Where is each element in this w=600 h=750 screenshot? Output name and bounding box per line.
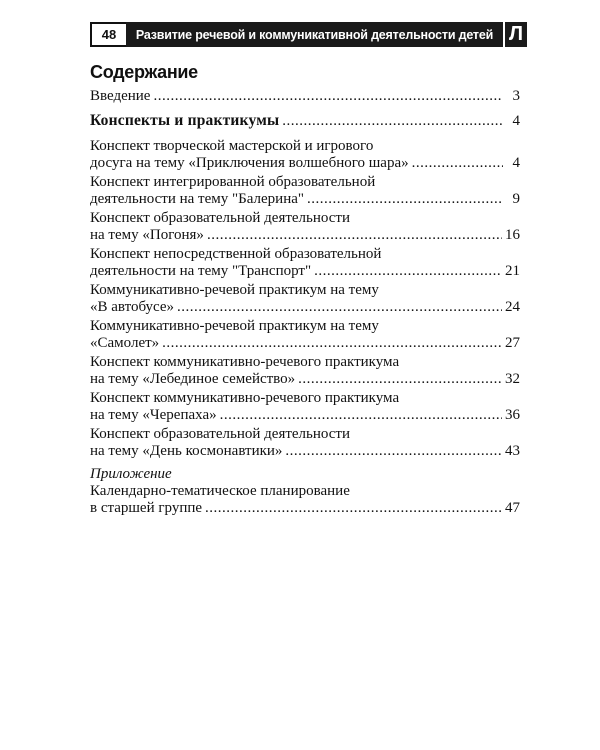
toc-entry-page: 3 — [512, 88, 520, 104]
toc-entry-text: Конспект коммуникативно-речевого практикума — [90, 354, 400, 370]
toc-entry — [90, 246, 520, 280]
toc-entry-text: Конспект непосредственной образовательной — [90, 246, 382, 262]
toc-entry-page: 9 — [512, 191, 520, 207]
toc-entry-text: в старшей группе — [90, 500, 203, 516]
toc-entry-page: 4 — [512, 155, 520, 171]
appendix-label: Приложение — [90, 466, 172, 482]
dot-leader — [314, 263, 502, 280]
dot-leader — [282, 113, 503, 130]
toc-entry-text: Коммуникативно-речевой практикум на тему — [90, 282, 379, 298]
running-header — [90, 22, 527, 47]
toc-entry-page: 16 — [505, 227, 520, 243]
dot-leader — [285, 443, 502, 460]
toc-entry — [90, 483, 520, 517]
toc-entry-text: досуга на тему «Приключения волшебного шара» — [90, 155, 409, 171]
toc-entry-page: 43 — [505, 443, 520, 459]
toc-entry — [90, 390, 520, 424]
dot-leader — [162, 335, 502, 352]
toc-entry — [90, 88, 520, 105]
table-of-contents — [90, 88, 520, 519]
toc-entry-text: Конспект коммуникативно-речевого практикума — [90, 390, 400, 406]
toc-entry-text: «Самолет» — [90, 335, 160, 351]
toc-section-heading: Конспекты и практикумы — [90, 112, 280, 129]
toc-entry — [90, 318, 520, 352]
toc-entry-text: Введение — [90, 88, 151, 104]
dot-leader — [412, 155, 503, 172]
toc-entry — [90, 174, 520, 208]
dot-leader — [207, 227, 502, 244]
toc-entry-page: 21 — [505, 263, 520, 279]
toc-entry — [90, 354, 520, 388]
toc-entry-page: 27 — [505, 335, 520, 351]
toc-entry-text: Коммуникативно-речевой практикум на тему — [90, 318, 379, 334]
toc-entry-text: деятельности на тему "Балерина" — [90, 191, 305, 207]
toc-entry-text: Конспект образовательной деятельности — [90, 426, 351, 442]
toc-entry-text: Конспект интегрированной образовательной — [90, 174, 376, 190]
dot-leader — [205, 500, 502, 517]
toc-entry-page: 47 — [505, 500, 520, 516]
toc-entry-page: 24 — [505, 299, 520, 315]
dot-leader — [220, 407, 502, 424]
toc-entry — [90, 112, 520, 130]
page-number: 48 — [90, 22, 126, 47]
dot-leader — [298, 371, 502, 388]
toc-entry-text: на тему «День космонавтики» — [90, 443, 283, 459]
toc-entry-text: на тему «Черепаха» — [90, 407, 217, 423]
dot-leader — [177, 299, 502, 316]
toc-entry-text: Календарно-тематическое планирование — [90, 483, 350, 499]
section-mark: Л — [503, 22, 527, 47]
toc-entry — [90, 282, 520, 316]
dot-leader — [307, 191, 503, 208]
toc-title: Содержание — [90, 62, 198, 82]
toc-entry-text: «В автобусе» — [90, 299, 175, 315]
toc-entry-text: на тему «Погоня» — [90, 227, 204, 243]
toc-entry-page: 36 — [505, 407, 520, 423]
toc-entry-text: деятельности на тему "Транспорт" — [90, 263, 312, 279]
toc-entry-text: Конспект творческой мастерской и игрового — [90, 138, 374, 154]
toc-entry — [90, 210, 520, 244]
toc-entry — [90, 138, 520, 172]
toc-entry-page: 32 — [505, 371, 520, 387]
toc-entry-page: 4 — [512, 113, 520, 129]
toc-entry-text: Конспект образовательной деятельности — [90, 210, 351, 226]
dot-leader — [153, 88, 503, 105]
toc-entry-text: на тему «Лебединое семейство» — [90, 371, 296, 387]
header-title: Развитие речевой и коммуникативной деятельности детей — [126, 22, 503, 47]
toc-entry — [90, 426, 520, 460]
